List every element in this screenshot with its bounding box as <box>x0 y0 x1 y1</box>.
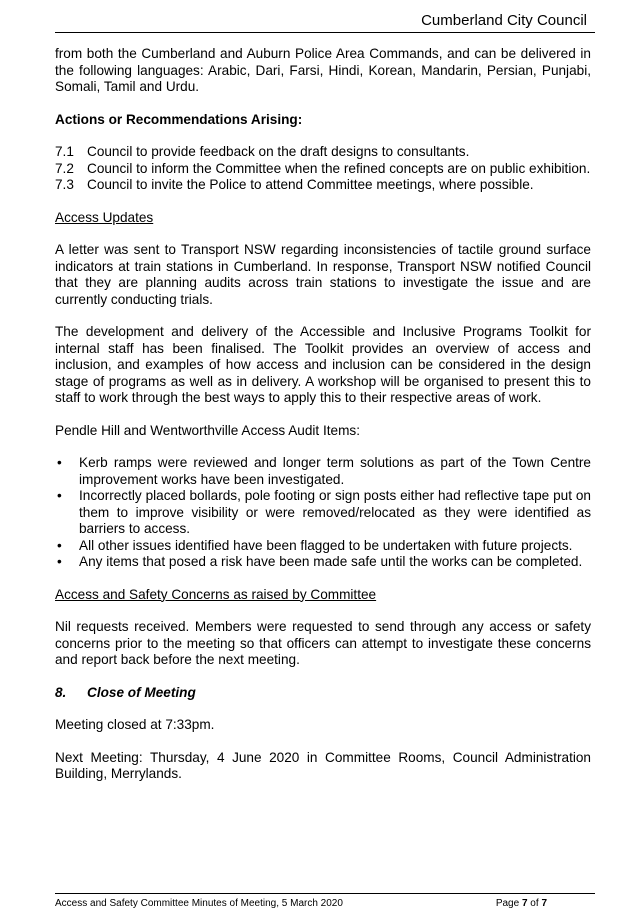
action-text: Council to inform the Committee when the refined concepts are on public exhibition. <box>87 160 591 176</box>
action-number: 7.2 <box>55 160 74 176</box>
close-heading <box>55 685 591 702</box>
list-item-text: All other issues identified have been flagged to be undertaken with future projects. <box>79 537 573 553</box>
audit-items-list <box>55 455 591 571</box>
action-text: Council to provide feedback on the draft designs to consultants. <box>87 144 470 159</box>
page-total: 7 <box>541 898 547 909</box>
section-number: 8. <box>55 684 67 700</box>
concerns-paragraph: Nil requests received. Members were requested to send through any access or safety concerns prior to the meeting so that officers can attempt to investigate these concerns and report back before the next meeting. <box>55 619 591 667</box>
list-item-text: Any items that posed a risk have been made safe until the works can be completed. <box>79 554 583 569</box>
list-item <box>55 554 591 571</box>
access-paragraph: A letter was sent to Transport NSW regarding inconsistencies of tactile ground surface indicators at train stations in Cumberland. In response, Transport NSW notified Council that they are planning audits across train stations to investigate the issue and are currently conducting trials. <box>55 242 591 307</box>
list-item-text: Incorrectly placed bollards, pole footing or sign posts either had reflective tape put on them to improve visibility or were removed/relocated as they were identified as barriers to access. <box>79 488 591 536</box>
list-item-text: Kerb ramps were reviewed and longer term solutions as part of the Town Centre improvement works have been investigated. <box>79 455 591 487</box>
bullet-icon: • <box>57 488 62 503</box>
access-paragraph: Pendle Hill and Wentworthville Access Audit Items: <box>55 422 360 438</box>
next-meeting-text: Next Meeting: Thursday, 4 June 2020 in Committee Rooms, Council Administration Building, Merrylands. <box>55 749 591 781</box>
action-item <box>55 161 591 178</box>
action-item <box>55 144 591 161</box>
footer-document-title: Access and Safety Committee Minutes of Meeting, 5 March 2020 <box>55 898 343 909</box>
list-item <box>55 488 591 538</box>
list-item <box>55 538 591 555</box>
page-current: 7 <box>521 898 528 909</box>
action-number: 7.1 <box>55 144 74 159</box>
intro-paragraph: from both the Cumberland and Auburn Police Area Commands, and can be delivered in the following languages: Arabic, Dari, Farsi, Hindi, Korean, Mandarin, Persian, Punjabi, Somali, Tamil and Urdu. <box>55 46 591 94</box>
bullet-icon: • <box>57 537 62 553</box>
actions-list <box>55 144 591 194</box>
bullet-icon: • <box>57 455 62 470</box>
bullet-icon: • <box>57 554 62 569</box>
actions-heading: Actions or Recommendations Arising: <box>55 111 303 127</box>
document-body <box>55 46 591 799</box>
access-updates-heading: Access Updates <box>55 209 154 225</box>
page-number <box>496 898 547 909</box>
page-header <box>55 10 595 33</box>
list-item <box>55 455 591 488</box>
concerns-heading: Access and Safety Concerns as raised by Committee <box>55 586 377 602</box>
page-of-label: of <box>527 898 542 909</box>
action-number: 7.3 <box>55 177 74 192</box>
council-name: Cumberland City Council <box>421 12 587 29</box>
action-item <box>55 177 591 194</box>
page-label: Page <box>495 898 522 909</box>
meeting-closed-text: Meeting closed at 7:33pm. <box>55 717 215 732</box>
access-paragraph: The development and delivery of the Accessible and Inclusive Programs Toolkit for internal staff has been finalised. The Toolkit provides an overview of access and inclusion, and examples of how access and inclusion can be considered in the design stage of programs as well as in delivery. A workshop will be organised to present this to staff to work through the best ways to apply this to their respective areas of work. <box>55 324 591 405</box>
page-footer <box>55 893 595 909</box>
section-title: Close of Meeting <box>87 684 196 700</box>
action-text: Council to invite the Police to attend Committee meetings, where possible. <box>87 177 534 192</box>
